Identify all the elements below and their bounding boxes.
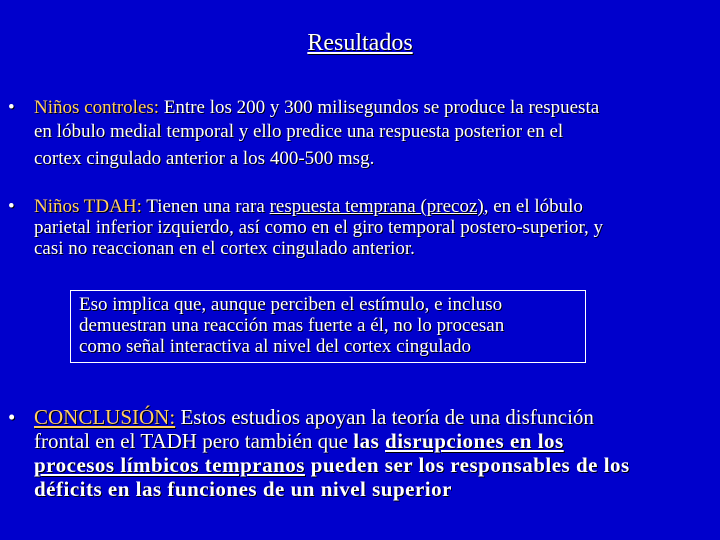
bold-text: déficits en las funciones de un nivel superior <box>34 477 452 501</box>
underlined-text: respuesta temprana (precoz) <box>269 196 484 217</box>
bullet-tdah <box>8 196 708 259</box>
box-text: Eso implica que, aunque perciben el estímulo, e incluso <box>79 294 503 315</box>
bullet-text: parietal inferior izquierdo, así como en el giro temporal postero-superior, y <box>34 217 604 238</box>
bullet-text: frontal en el TADH pero también que <box>34 429 354 453</box>
bullet-label: Niños TDAH: <box>34 196 142 217</box>
bullet-dot: • <box>8 196 15 217</box>
bullet-text: casi no reaccionan en el cortex cingulado anterior. <box>34 238 415 259</box>
bullet-conclusion <box>8 405 708 501</box>
bullet-controls <box>8 96 708 174</box>
box-text: como señal interactiva al nivel del cortex cingulado <box>79 336 471 357</box>
bold-text: pueden ser los responsables de los <box>304 453 630 477</box>
box-text: demuestran una reacción mas fuerte a él, no lo procesan <box>79 315 505 336</box>
bullet-text: Tienen una rara <box>141 196 270 217</box>
bold-underlined-text: procesos límbicos tempranos <box>34 453 305 477</box>
bullet-dot: • <box>8 405 16 429</box>
bullet-label: Niños controles: <box>34 97 160 118</box>
bold-underlined-text: disrupciones en los <box>385 429 564 453</box>
bullet-label: CONCLUSIÓN: <box>34 405 176 429</box>
bold-text: las <box>353 429 386 453</box>
bullet-text: Estos estudios apoyan la teoría de una disfunción <box>175 405 594 429</box>
bullet-dot: • <box>8 97 15 118</box>
bullet-text: , en el lóbulo <box>483 196 583 217</box>
slide-title: Resultados <box>307 30 413 56</box>
implication-box <box>70 290 586 363</box>
bullet-text: en lóbulo medial temporal y ello predice una respuesta posterior en el <box>34 121 564 142</box>
bullet-text: cortex cingulado anterior a los 400-500 msg. <box>34 148 375 169</box>
bullet-text: Entre los 200 y 300 milisegundos se produce la respuesta <box>159 97 600 118</box>
